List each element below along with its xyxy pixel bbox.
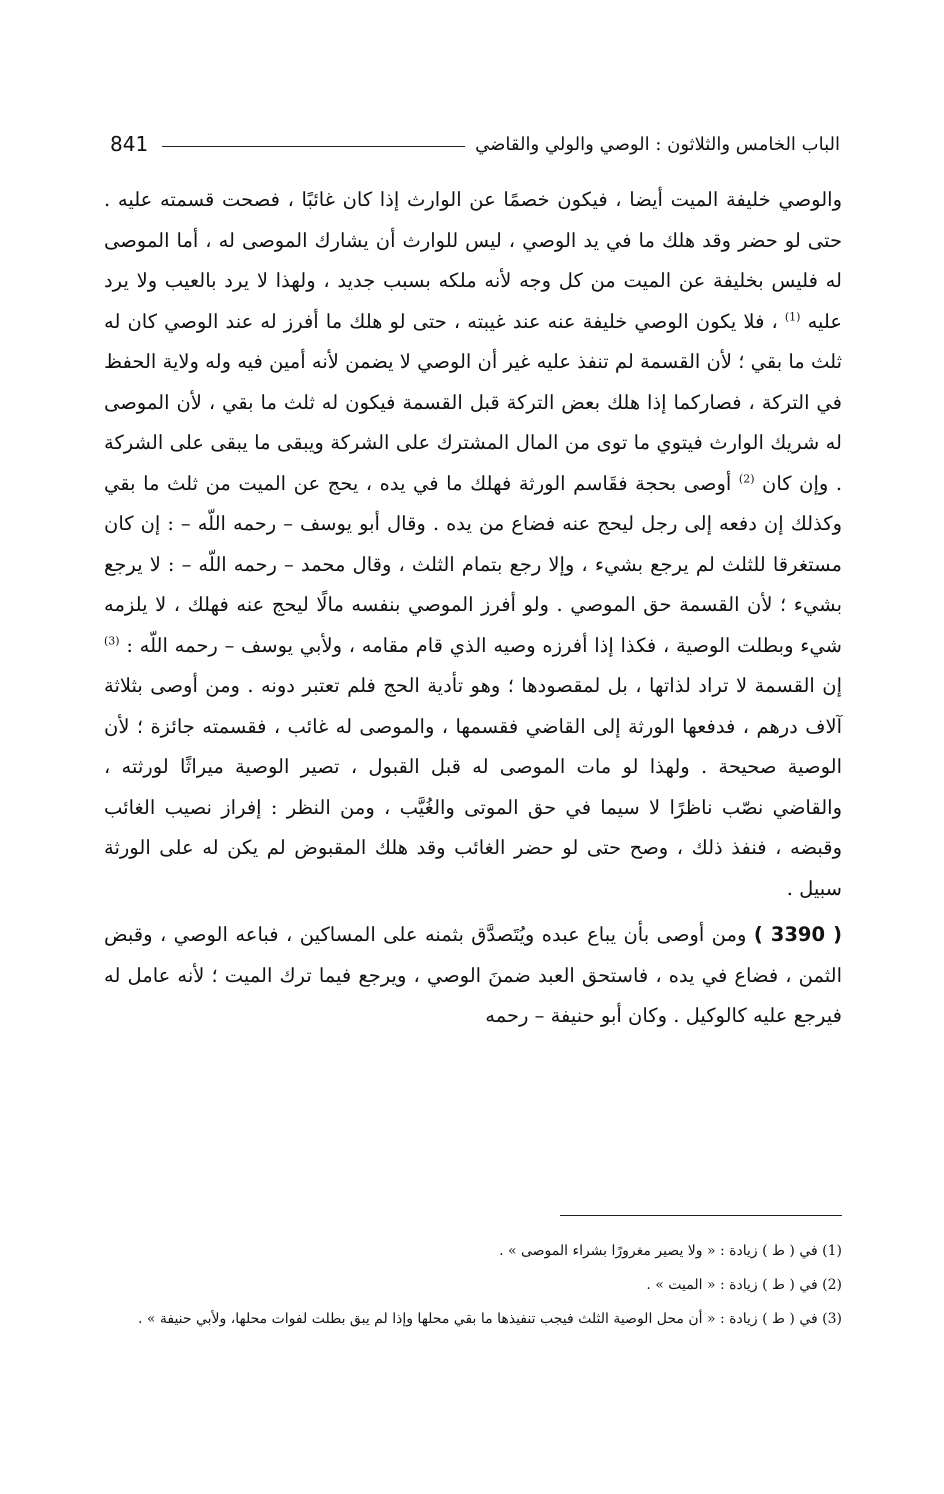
paragraph-1-part-3: أوصى بحجة فقَاسم الورثة فهلك ما في يده ، يحج عن الميت من ثلث ما بقي وكذلك إن دفعه إلى رجل ليحج عنه فضاع من يده . وقال أبو يوسف – رحمه اللّه – : إن كان مستغرقا للثلث لم يرجع بشيء ، وإلا رجع بتمام الثلث ، وقال محمد – رحمه اللّه – : لا يرجع بشيء ؛ لأن القسمة حق الموصي . ولو أفرز الموصي بنفسه مالًا ليحج عنه فهلك ، لا يلزمه شيء وبطلت الوصية ، فكذا إذا أفرزه وصيه الذي قام مقامه ، ولأبي يوسف – رحمه اللّه : <box>104 471 843 657</box>
footnote-separator <box>560 1215 842 1216</box>
footnote-3: (3) في ( ط ) زيادة : « أن محل الوصية الثلث فيجب تنفيذها ما بقي محلها وإذا لم يبق بطلت لفوات محلها، ولأبي حنيفة » . <box>137 1311 842 1327</box>
chapter-title: الباب الخامس والثلاثون : الوصي والولي والقاضي <box>475 133 840 155</box>
paragraph-2-text: ومن أوصى بأن يباع عبده ويُتَصدَّق بثمنه على المساكين ، فباعه الوصي ، وقبض الثمن ، فضاع في يده ، فاستحق العبد ضمنَ الوصي ، ويرجع فيما ترك الميت ؛ لأنه عامل له فيرجع عليه كالوكيل . وكان أبو حنيفة – رحمه <box>104 923 842 1027</box>
paragraph-1 <box>104 180 842 909</box>
footnote-2: (2) في ( ط ) زيادة : « الميت » . <box>646 1277 842 1293</box>
paragraph-1-part-1: والوصي خليفة الميت أيضا ، فيكون خصمًا عن الوارث إذا كان غائبًا ، فصحت قسمته عليه . حتى لو حضر وقد هلك ما في يد الوصي ، ليس للوارث أن يشارك الموصى له ، أما الموصى له فليس بخليفة عن الميت من كل وجه لأنه ملكه بسبب جديد ، ولهذا لا يرد بالعيب ولا يرد عليه <box>104 188 842 333</box>
main-text <box>104 180 842 1037</box>
footnote-ref-3: (3) <box>104 634 120 647</box>
paragraph-2 <box>104 915 842 1037</box>
running-header <box>110 124 840 164</box>
paragraph-1-part-2: ، فلا يكون الوصي خليفة عنه عند غيبته ، حتى لو هلك ما أفرز له عند الوصي كان له ثلث ما بقي ؛ لأن القسمة لم تنفذ عليه غير أن الوصي لا يضمن لأنه أمين فيه وله ولاية الحفظ في التركة ، فصاركما إذا هلك بعض التركة قبل القسمة فيكون له ثلث ما بقي ، لأن الموصى له شريك الوارث فيتوي ما توى من المال المشترك على الشركة ويبقى ما يبقى على الشركة . وإن كان <box>104 309 843 495</box>
paragraph-1-part-4: إن القسمة لا تراد لذاتها ، بل لمقصودها ؛ وهو تأدية الحج فلم تعتبر دونه . ومن أوصى بثلاثة آلاف درهم ، فدفعها الورثة إلى القاضي فقسمها ، والموصى له غائب ، فقسمته جائزة ؛ لأن الوصية صحيحة . ولهذا لو مات الموصى له قبل القبول ، تصير الوصية ميراثًا لورثته ، والقاضي نصّب ناظرًا لا سيما في حق الموتى والغُيَّب ، ومن النظر : إفراز نصيب الغائب وقبضه ، فنفذ ذلك ، وصح حتى لو حضر الغائب وقد هلك المقبوض لم يكن له على الورثة سبيل . <box>104 674 842 900</box>
page-number: 841 <box>110 132 149 156</box>
footnote-ref-2: (2) <box>738 472 755 485</box>
footnote-ref-1: (1) <box>784 310 801 323</box>
item-number: ( 3390 ) <box>753 923 842 946</box>
header-rule <box>162 146 465 147</box>
footnote-1: (1) في ( ط ) زيادة : « ولا يصير مغرورًا بشراء الموصى » . <box>499 1243 842 1259</box>
footnotes <box>104 1236 842 1334</box>
